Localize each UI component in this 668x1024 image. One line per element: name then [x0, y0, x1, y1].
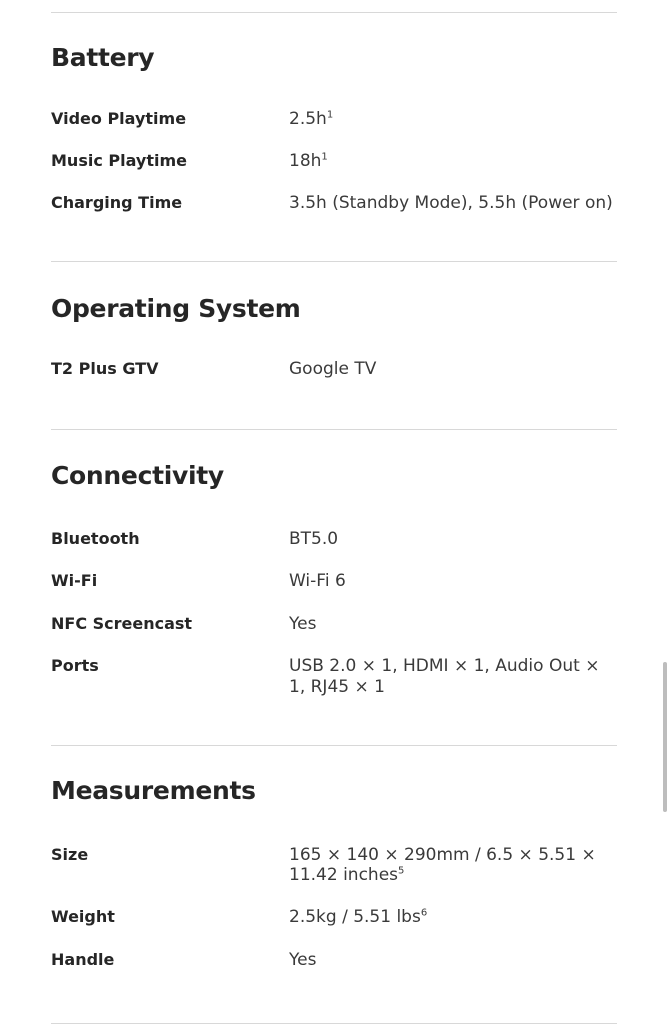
spec-list-measurements: [51, 845, 617, 971]
spec-label: Size: [51, 844, 89, 864]
spec-label: Bluetooth: [51, 529, 140, 549]
spec-value: [289, 359, 617, 379]
spec-value: [289, 529, 617, 549]
spec-row: [51, 109, 617, 129]
footnote-marker: 1: [321, 151, 328, 163]
spec-list-operating-system: [51, 359, 617, 379]
spec-label: Ports: [51, 656, 99, 676]
spec-list-battery: [51, 109, 617, 214]
spec-value-text: 165 × 140 × 290mm / 6.5 × 5.51 × 11.42 inches: [289, 844, 596, 885]
spec-value-text: Google TV: [289, 359, 377, 380]
spec-row: [51, 359, 617, 379]
spec-label: Handle: [51, 949, 115, 969]
spec-sheet-page: [0, 12, 668, 972]
spec-row: [51, 571, 617, 591]
spec-value: [289, 907, 617, 927]
spec-value: [289, 193, 617, 213]
spec-value-text: Yes: [289, 949, 317, 970]
section-measurements: [51, 777, 617, 970]
divider-after-operating-system: [51, 429, 617, 430]
spec-value-text: Yes: [289, 613, 317, 634]
spec-label: Video Playtime: [51, 108, 187, 128]
spec-row: [51, 151, 617, 171]
section-battery: [51, 44, 617, 214]
spec-row: [51, 656, 617, 697]
spec-row: [51, 845, 617, 886]
spec-value-text: BT5.0: [289, 529, 339, 550]
spec-label: Wi-Fi: [51, 571, 98, 591]
spec-value-text: 2.5h: [289, 108, 327, 129]
spec-list-connectivity: [51, 529, 617, 697]
section-title-battery: Battery: [51, 43, 155, 72]
footnote-marker: 1: [326, 108, 334, 120]
spec-row: [51, 193, 617, 213]
spec-row: [51, 529, 617, 549]
spec-value: [289, 109, 617, 129]
spec-value-text: 3.5h (Standby Mode), 5.5h (Power on): [289, 193, 613, 214]
footnote-marker: 6: [420, 907, 428, 919]
spec-value: [289, 614, 617, 634]
spec-value-text: USB 2.0 × 1, HDMI × 1, Audio Out × 1, RJ45 × 1: [289, 656, 600, 697]
spec-value: [289, 845, 617, 886]
spec-value: [289, 571, 617, 591]
spec-value-text: 18h: [289, 150, 322, 171]
section-connectivity: [51, 462, 617, 697]
vertical-scrollbar[interactable]: [662, 12, 668, 972]
spec-label: NFC Screencast: [51, 613, 193, 633]
divider-top: [51, 12, 617, 13]
section-operating-system: [51, 295, 617, 380]
spec-value: [289, 151, 617, 171]
spec-label: Weight: [51, 907, 115, 927]
footnote-marker: 5: [398, 865, 405, 877]
divider-after-battery: [51, 261, 617, 262]
section-title-operating-system: Operating System: [51, 293, 301, 323]
vertical-scroll-thumb[interactable]: [663, 662, 667, 812]
spec-value-text: Wi-Fi 6: [289, 571, 346, 592]
spec-label: T2 Plus GTV: [51, 359, 159, 379]
spec-row: [51, 614, 617, 634]
spec-label: Music Playtime: [51, 150, 187, 170]
spec-row: [51, 907, 617, 927]
divider-after-connectivity: [51, 745, 617, 746]
spec-label: Charging Time: [51, 193, 183, 213]
spec-value: [289, 656, 617, 697]
spec-value-text: 2.5kg / 5.51 lbs: [289, 907, 421, 928]
section-title-connectivity: Connectivity: [51, 460, 224, 490]
section-title-measurements: Measurements: [51, 776, 256, 806]
